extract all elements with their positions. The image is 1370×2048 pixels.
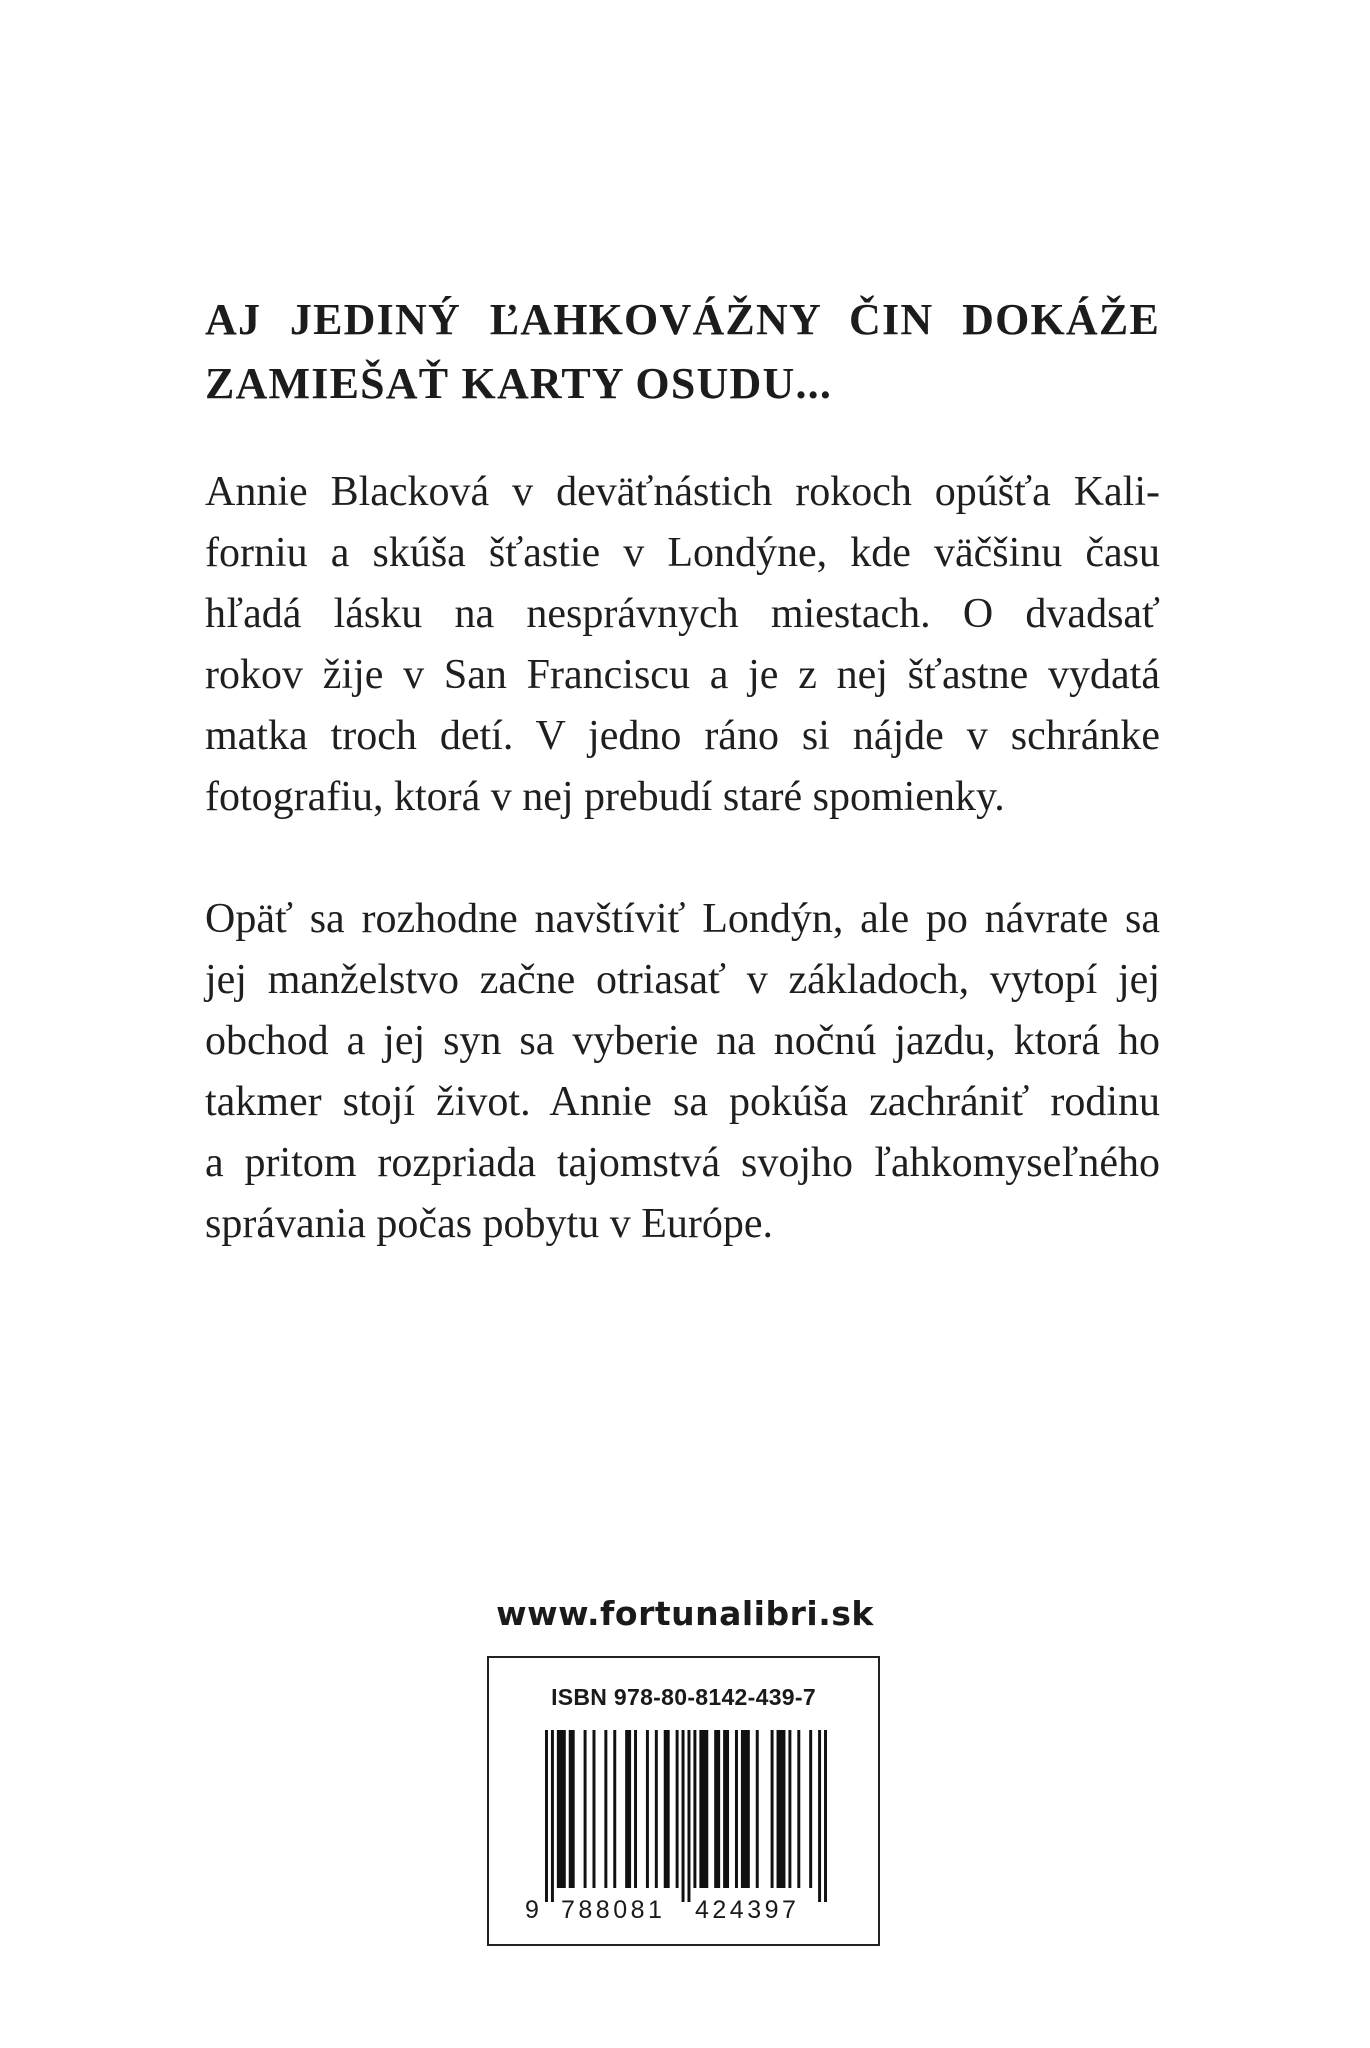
- barcode-bar: [687, 1730, 690, 1902]
- paragraph-line: matka troch detí. V jedno ráno si nájde v schránke: [205, 713, 1160, 759]
- headline: [205, 288, 1160, 416]
- paragraph-line: forniu a skúša šťastie v Londýne, kde väčšinu času: [205, 530, 1160, 576]
- barcode-bar: [797, 1730, 800, 1888]
- barcode-bar: [771, 1730, 774, 1888]
- barcode-right-group: 424397: [695, 1896, 800, 1924]
- headline-line-2: ZAMIEŠAŤ KARTY OSUDU...: [205, 359, 833, 408]
- paragraph-line: správania počas pobytu v Európe.: [205, 1201, 774, 1247]
- barcode-bar: [824, 1730, 827, 1902]
- barcode-bar: [693, 1730, 696, 1888]
- barcode-bar: [741, 1730, 750, 1888]
- barcode-bar: [545, 1730, 548, 1902]
- paragraph-line: hľadá lásku na nesprávnych miestach. O dvadsať: [205, 591, 1160, 637]
- barcode-bar: [604, 1730, 607, 1888]
- barcode-bar: [655, 1730, 658, 1888]
- paragraph-line: jej manželstvo začne otriasať v základoch, vytopí jej: [205, 957, 1160, 1003]
- barcode-bar: [735, 1730, 738, 1888]
- barcode-bar: [646, 1730, 649, 1888]
- barcode-bar: [809, 1730, 812, 1888]
- barcode-bar: [592, 1730, 595, 1888]
- barcode-box: [487, 1656, 880, 1946]
- headline-line-1: AJ JEDINÝ ĽAHKOVÁŽNY ČIN DOKÁŽE: [205, 295, 1160, 344]
- paragraph-1: [205, 462, 1160, 828]
- paragraph-line: obchod a jej syn sa vyberie na nočnú jazdu, ktorá ho: [205, 1018, 1160, 1064]
- barcode-bar: [551, 1730, 554, 1902]
- paragraph-line: rokov žije v San Franciscu a je z nej šťastne vydatá: [205, 652, 1160, 698]
- barcode-bar: [818, 1730, 821, 1902]
- barcode-bar: [714, 1730, 720, 1888]
- paragraph-line: Opäť sa rozhodne navštíviť Londýn, ale po návrate sa: [205, 896, 1160, 942]
- barcode-bar: [625, 1730, 631, 1888]
- barcode-bar: [634, 1730, 637, 1888]
- barcode-bar: [569, 1730, 575, 1888]
- barcode-bar: [699, 1730, 708, 1888]
- barcode-bar: [682, 1730, 685, 1902]
- barcode-bar: [777, 1730, 786, 1888]
- barcode-left-group: 788081: [561, 1896, 666, 1924]
- paragraph-line: Annie Blacková v deväťnástich rokoch opúšťa Kali-: [205, 469, 1160, 515]
- barcode-bar: [788, 1730, 791, 1888]
- barcode-bar: [756, 1730, 759, 1888]
- barcode-bar: [664, 1730, 670, 1888]
- barcode-bar: [676, 1730, 679, 1888]
- paragraph-line: fotografiu, ktorá v nej prebudí staré spomienky.: [205, 774, 1005, 820]
- isbn-label: ISBN 978-80-8142-439-7: [551, 1684, 816, 1710]
- blurb: [205, 288, 1160, 1255]
- paragraph-line: a pritom rozpriada tajomstvá svojho ľahkomyseľného: [205, 1140, 1160, 1186]
- barcode-bar: [584, 1730, 587, 1888]
- barcode-bar: [557, 1730, 566, 1888]
- paragraph-2: [205, 889, 1160, 1255]
- barcode-bar: [723, 1730, 729, 1888]
- barcode-icon: [545, 1730, 827, 1902]
- publisher-website: www.fortunalibri.sk: [496, 1594, 874, 1633]
- barcode-bar: [613, 1730, 616, 1888]
- paragraph-line: takmer stojí život. Annie sa pokúša zachrániť rodinu: [205, 1079, 1160, 1125]
- barcode-first-digit: 9: [525, 1896, 539, 1924]
